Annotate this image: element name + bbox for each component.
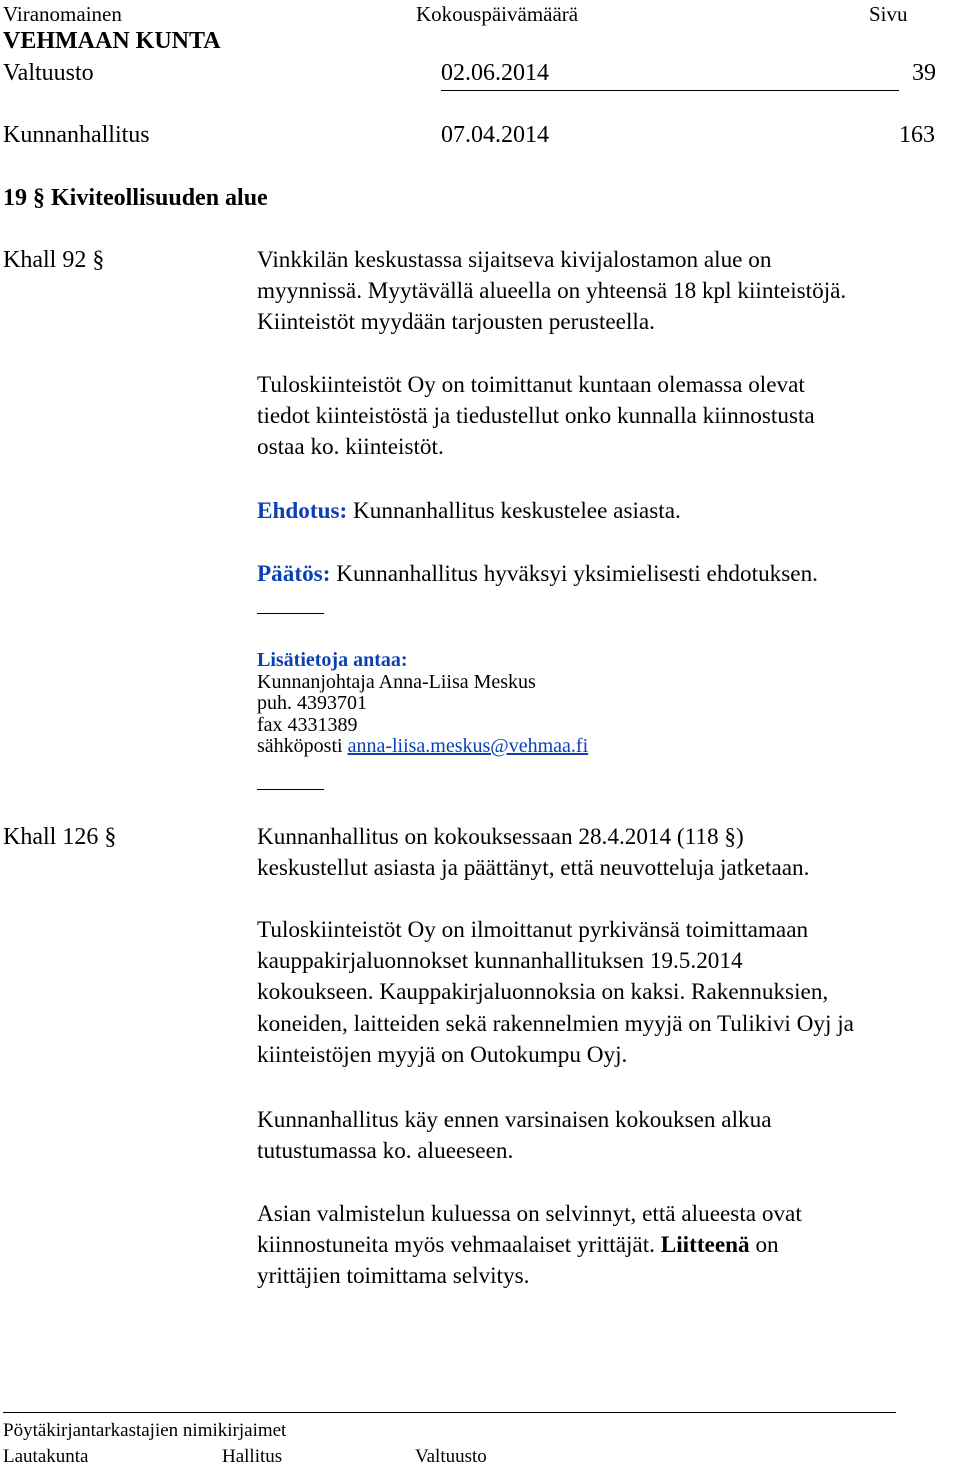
text-line: myynnissä. Myytävällä alueella on yhteensä 18 kpl kiinteistöjä. xyxy=(257,278,847,305)
municipality-name: VEHMAAN KUNTA xyxy=(3,28,221,54)
contact-fax: fax 4331389 xyxy=(257,713,358,736)
decision-text: Kunnanhallitus hyväksyi yksimielisesti ehdotuksen. xyxy=(330,561,818,587)
contact-name: Kunnanjohtaja Anna-Liisa Meskus xyxy=(257,670,536,693)
contact-phone: puh. 4393701 xyxy=(257,692,367,715)
text-line: koneiden, laitteiden sekä rakennelmien myyjä on Tulikivi Oyj ja xyxy=(257,1010,854,1037)
footer-label: Pöytäkirjantarkastajien nimikirjaimet xyxy=(3,1420,287,1441)
footer-col-lautakunta: Lautakunta xyxy=(3,1446,89,1467)
text-line: kokoukseen. Kauppakirjaluonnoksia on kaksi. Rakennuksien, xyxy=(257,979,829,1006)
khall-126-paragraph-4 xyxy=(257,1199,802,1293)
text-line: tiedot kiinteistöstä ja tiedustellut onko kunnalla kiinnostusta xyxy=(257,403,815,430)
text-line: keskustellut asiasta ja päättänyt, että neuvotteluja jatketaan. xyxy=(257,855,810,882)
text-line: Vinkkilän keskustassa sijaitseva kivijalostamon alue on xyxy=(257,247,772,273)
khall-92-paragraph-2 xyxy=(257,370,815,464)
header-body-valtuusto: Valtuusto xyxy=(3,60,94,86)
text-line: ostaa ko. kiinteistöt. xyxy=(257,434,444,461)
footer-signature-line xyxy=(3,1412,896,1413)
text-segment: on xyxy=(749,1232,779,1259)
khall-92-reference: Khall 92 § xyxy=(3,247,105,273)
decision-label: Päätös: xyxy=(257,561,331,587)
text-line: Kunnanhallitus on kokouksessaan 28.4.2014 (118 §) xyxy=(257,824,744,850)
text-line: kauppakirjaluonnokset kunnanhallituksen 19.5.2014 xyxy=(257,948,743,975)
header-date-label: Kokouspäivämäärä xyxy=(416,2,579,26)
attachment-label: Liitteenä xyxy=(660,1232,750,1259)
proposal-text: Kunnanhallitus keskustelee asiasta. xyxy=(347,498,681,524)
header-authority-label: Viranomainen xyxy=(3,2,122,26)
text-line: Tuloskiinteistöt Oy on ilmoittanut pyrkivänsä toimittamaan xyxy=(257,917,809,943)
footer-col-hallitus: Hallitus xyxy=(222,1446,283,1467)
header-page-label: Sivu xyxy=(869,2,908,26)
khall-126-paragraph-1 xyxy=(257,822,809,884)
footer-col-valtuusto: Valtuusto xyxy=(415,1446,487,1467)
separator-short xyxy=(257,789,324,790)
header-date-valtuusto: 02.06.2014 xyxy=(441,60,549,86)
text-line: yrittäjien toimittama selvitys. xyxy=(257,1263,530,1290)
header-body-kunnanhallitus: Kunnanhallitus xyxy=(3,122,150,148)
khall-92-paragraph-1 xyxy=(257,245,846,339)
khall-126-paragraph-2 xyxy=(257,915,854,1071)
contact-label: Lisätietoja antaa: xyxy=(257,649,408,671)
section-title: 19 § Kiviteollisuuden alue xyxy=(3,185,268,211)
contact-block xyxy=(257,650,588,758)
khall-126-reference: Khall 126 § xyxy=(3,824,117,850)
text-line: Asian valmistelun kuluessa on selvinnyt, että alueesta ovat xyxy=(257,1201,802,1227)
header-date-kunnanhallitus: 07.04.2014 xyxy=(441,122,549,148)
khall-126-paragraph-3 xyxy=(257,1105,772,1167)
header-page-valtuusto: 39 xyxy=(912,60,936,86)
text-line: Kiinteistöt myydään tarjousten perusteella. xyxy=(257,309,655,336)
decision xyxy=(257,559,818,590)
text-line: tutustumassa ko. alueeseen. xyxy=(257,1138,514,1165)
header-page-kunnanhallitus: 163 xyxy=(899,122,935,148)
header-divider xyxy=(441,90,899,91)
text-line: Kunnanhallitus käy ennen varsinaisen kokouksen alkua xyxy=(257,1107,772,1133)
text-segment: kiinnostuneita myös vehmaalaiset yrittäjät. xyxy=(257,1232,661,1259)
contact-email-label: sähköposti xyxy=(257,735,348,758)
proposal-label: Ehdotus: xyxy=(257,498,348,524)
proposal xyxy=(257,496,681,527)
contact-email-link[interactable]: anna-liisa.meskus@vehmaa.fi xyxy=(347,735,589,758)
text-line: kiinteistöjen myyjä on Outokumpu Oyj. xyxy=(257,1041,628,1068)
separator-short xyxy=(257,613,324,614)
text-line: Tuloskiinteistöt Oy on toimittanut kuntaan olemassa olevat xyxy=(257,372,805,398)
